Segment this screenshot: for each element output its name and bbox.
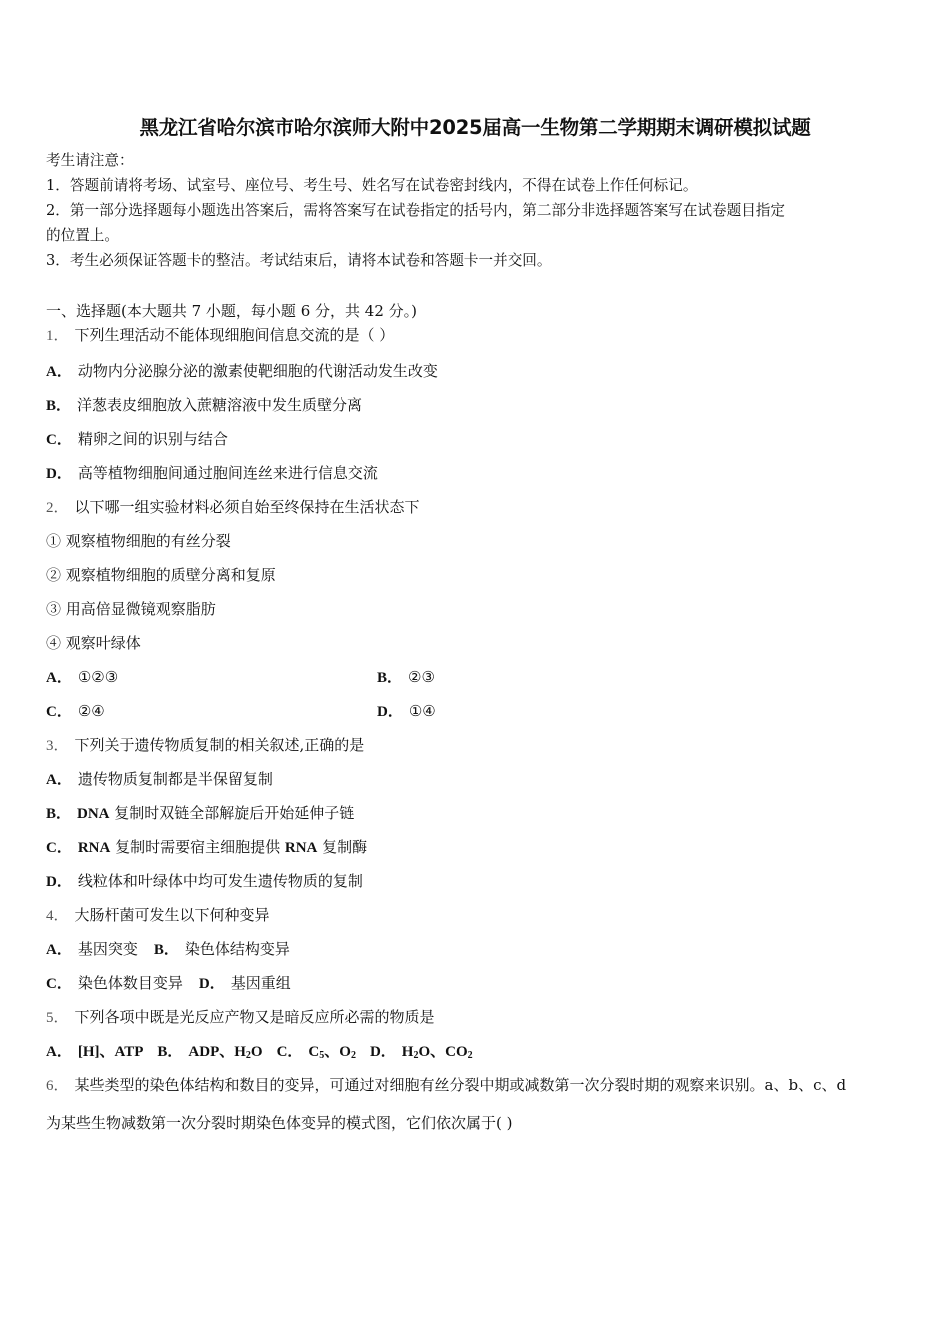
option-text-term: RNA <box>284 840 318 856</box>
option-label: D． <box>377 704 403 720</box>
option-text: ②③ <box>408 668 435 686</box>
notice-item-2-cont: 的位置上。 <box>46 227 119 244</box>
option-text: 洋葱表皮细胞放入蔗糖溶液中发生质壁分离 <box>77 396 363 414</box>
notice-item-1: 1．答题前请将考场、试室号、座位号、考生号、姓名写在试卷密封线内，不得在试卷上作任何标记。 <box>46 177 698 194</box>
question-text: 以下哪一组实验材料必须自始至终保持在生活状态下 <box>74 498 420 516</box>
subscript: 2 <box>245 1050 251 1061</box>
q2-item-1: ① 观察植物细胞的有丝分裂 <box>46 532 231 550</box>
option-text: ②④ <box>77 702 105 720</box>
question-number: 1． <box>46 328 69 344</box>
option-text: 基因重组 <box>230 974 291 992</box>
question-3 <box>46 735 364 756</box>
subscript: 2 <box>467 1050 473 1061</box>
subscript: 2 <box>350 1050 356 1061</box>
option-label: B． <box>46 806 72 822</box>
option-text-term: RNA <box>77 840 111 856</box>
q1-option-c <box>46 429 228 450</box>
q2-option-d <box>377 701 436 722</box>
question-text: 下列各项中既是光反应产物又是暗反应所必需的物质是 <box>74 1008 435 1026</box>
question-number: 4． <box>46 908 69 924</box>
option-text-term: DNA <box>77 806 110 822</box>
option-label: B． <box>153 942 179 958</box>
option-label: B． <box>377 670 403 686</box>
option-label: B． <box>46 398 72 414</box>
option-text: 染色体数目变异 <box>77 974 183 992</box>
q1-option-b <box>46 395 362 416</box>
q3-option-b <box>46 803 354 824</box>
option-label: C． <box>46 976 72 992</box>
option-label: C． <box>46 840 72 856</box>
option-text: 遗传物质复制都是半保留复制 <box>77 770 273 788</box>
option-label: A． <box>46 772 72 788</box>
option-label: C． <box>46 704 72 720</box>
option-text: 精卵之间的识别与结合 <box>77 430 228 448</box>
q4-options-cd <box>46 973 291 994</box>
question-number: 5． <box>46 1010 69 1026</box>
option-label: A． <box>46 364 72 380</box>
subscript: 2 <box>413 1050 419 1061</box>
option-text: O <box>250 1044 263 1060</box>
q5-options <box>46 1042 473 1062</box>
question-5 <box>46 1007 435 1028</box>
question-number: 3． <box>46 738 69 754</box>
q1-option-a <box>46 361 438 382</box>
question-6 <box>46 1075 846 1096</box>
q2-item-2: ② 观察植物细胞的质壁分离和复原 <box>46 566 276 584</box>
question-number: 6． <box>46 1078 69 1094</box>
question-6-cont: 为某些生物减数第一次分裂时期染色体变异的模式图，它们依次属于( ) <box>46 1114 513 1132</box>
q3-option-d <box>46 871 363 892</box>
question-text: 下列生理活动不能体现细胞间信息交流的是（ ） <box>74 326 395 344</box>
option-label: C． <box>276 1044 303 1060</box>
option-label: D． <box>46 874 72 890</box>
q1-option-d <box>46 463 378 484</box>
question-text: 某些类型的染色体结构和数目的变异，可通过对细胞有丝分裂中期或减数第一次分裂时期的观察来识别。a、b、c、d <box>74 1076 847 1094</box>
option-text: O、CO <box>418 1044 468 1060</box>
page-title: 黑龙江省哈尔滨市哈尔滨师大附中2025届高一生物第二学期期末调研模拟试题 <box>139 116 811 139</box>
option-text: 高等植物细胞间通过胞间连丝来进行信息交流 <box>77 464 378 482</box>
q4-options-ab <box>46 939 290 960</box>
option-text: 、O <box>324 1044 351 1060</box>
option-text: 基因突变 <box>77 940 138 958</box>
notice-item-3: 3．考生必须保证答题卡的整洁。考试结束后，请将本试卷和答题卡一并交回。 <box>46 252 552 269</box>
question-2 <box>46 497 420 518</box>
question-1 <box>46 325 394 346</box>
section-heading: 一、选择题(本大题共 7 小题，每小题 6 分，共 42 分。) <box>46 302 417 320</box>
option-label: D． <box>46 466 72 482</box>
option-text: 复制时双链全部解旋后开始延伸子链 <box>109 804 355 822</box>
question-number: 2． <box>46 500 69 516</box>
option-text: 复制酶 <box>317 838 368 856</box>
q2-item-4: ④ 观察叶绿体 <box>46 634 141 652</box>
option-label: A． <box>46 942 72 958</box>
q2-option-a <box>46 667 118 688</box>
subscript: 5 <box>319 1050 325 1061</box>
option-label: D． <box>198 976 225 992</box>
q3-option-a <box>46 769 273 790</box>
option-text: H <box>401 1044 414 1060</box>
option-text: ①②③ <box>77 668 119 686</box>
option-text: 染色体结构变异 <box>184 940 290 958</box>
option-text: [H]、ATP <box>77 1044 144 1060</box>
q2-option-b <box>377 667 435 688</box>
notice-heading: 考生请注意： <box>46 152 134 169</box>
option-text: 动物内分泌腺分泌的激素使靶细胞的代谢活动发生改变 <box>77 362 438 380</box>
q2-item-3: ③ 用高倍显微镜观察脂肪 <box>46 600 216 618</box>
q2-option-c <box>46 701 105 722</box>
option-text: 复制时需要宿主细胞提供 <box>110 838 285 856</box>
option-label: C． <box>46 432 72 448</box>
option-text: ①④ <box>408 702 436 720</box>
option-text: C <box>308 1044 320 1060</box>
option-label: A． <box>46 1044 72 1060</box>
question-text: 下列关于遗传物质复制的相关叙述,正确的是 <box>74 736 365 754</box>
notice-item-2: 2．第一部分选择题每小题选出答案后，需将答案写在试卷指定的括号内，第二部分非选择题答案写在试卷题目指定 <box>46 202 785 219</box>
option-label: A． <box>46 670 72 686</box>
question-text: 大肠杆菌可发生以下何种变异 <box>74 906 270 924</box>
option-label: D． <box>369 1044 396 1060</box>
option-text: 线粒体和叶绿体中均可发生遗传物质的复制 <box>77 872 363 890</box>
q3-option-c <box>46 837 367 858</box>
option-text: ADP、H <box>188 1044 246 1060</box>
option-label: B． <box>157 1044 183 1060</box>
question-4 <box>46 905 270 926</box>
